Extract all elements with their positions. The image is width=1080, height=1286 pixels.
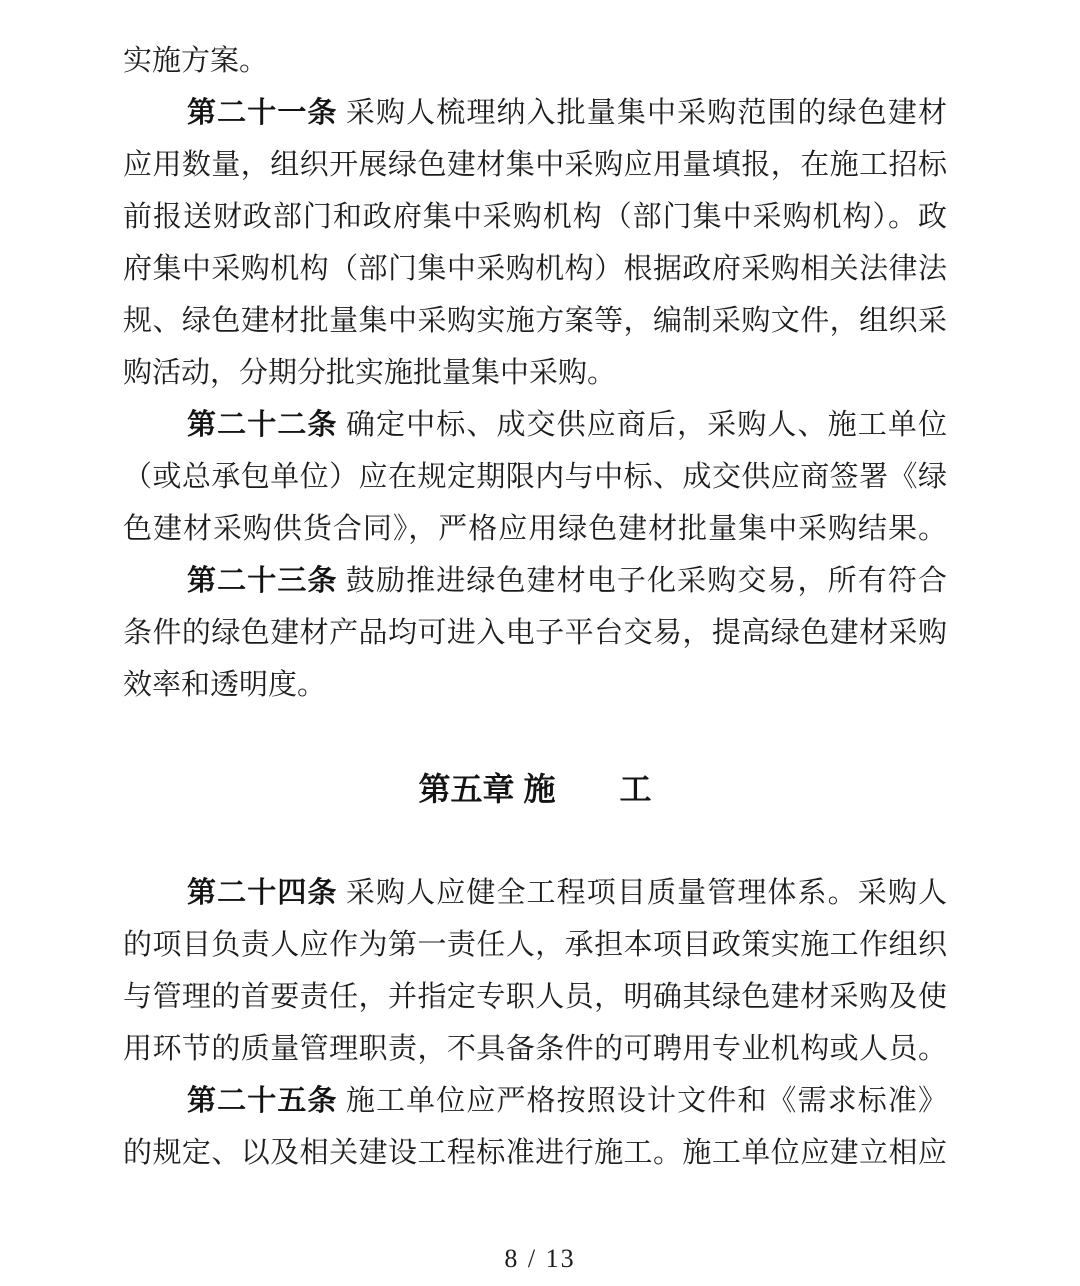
text-line: 前报送财政部门和政府集中采购机构（部门集中采购机构）。政	[123, 201, 947, 233]
article-number: 第二十三条	[187, 565, 338, 597]
blank-line	[123, 815, 947, 867]
text-line: （或总承包单位）应在规定期限内与中标、成交供应商签署《绿	[123, 461, 947, 493]
article-paragraph-start: 第二十五条 施工单位应严格按照设计文件和《需求标准》	[187, 1085, 947, 1117]
text-line: 用环节的质量管理职责，不具备条件的可聘用专业机构或人员。	[123, 1033, 947, 1065]
article-paragraph-start: 第二十一条 采购人梳理纳入批量集中采购范围的绿色建材	[187, 97, 947, 129]
article-number: 第二十五条	[187, 1085, 338, 1117]
text-line: 府集中采购机构（部门集中采购机构）根据政府采购相关法律法	[123, 253, 947, 285]
article-paragraph-start: 第二十三条 鼓励推进绿色建材电子化采购交易，所有符合	[187, 565, 947, 597]
document-body	[123, 35, 947, 1179]
text-line: 应用数量，组织开展绿色建材集中采购应用量填报，在施工招标	[123, 149, 947, 181]
article-paragraph-start: 第二十二条 确定中标、成交供应商后，采购人、施工单位	[187, 409, 947, 441]
text-line: 效率和透明度。	[123, 669, 327, 701]
text-line: 购活动，分期分批实施批量集中采购。	[123, 357, 617, 389]
article-number: 第二十一条	[187, 97, 338, 129]
article-paragraph-start: 第二十四条 采购人应健全工程项目质量管理体系。采购人	[187, 877, 947, 909]
article-number: 第二十二条	[187, 409, 338, 441]
text-line: 的规定、以及相关建设工程标准进行施工。施工单位应建立相应	[123, 1137, 947, 1169]
text-line: 的项目负责人应作为第一责任人，承担本项目政策实施工作组织	[123, 929, 947, 961]
text-line: 与管理的首要责任，并指定专职人员，明确其绿色建材采购及使	[123, 981, 947, 1013]
article-number: 第二十四条	[187, 877, 338, 909]
page-indicator: 8 / 13	[504, 1244, 576, 1273]
chapter-heading: 第五章 施 工	[418, 771, 652, 807]
text-line: 规、绿色建材批量集中采购实施方案等，编制采购文件，组织采	[123, 305, 947, 337]
text-line: 实施方案。	[123, 45, 269, 77]
text-line: 色建材采购供货合同》，严格应用绿色建材批量集中采购结果。	[123, 513, 947, 545]
text-line: 条件的绿色建材产品均可进入电子平台交易，提高绿色建材采购	[123, 617, 947, 649]
blank-line	[123, 711, 947, 763]
